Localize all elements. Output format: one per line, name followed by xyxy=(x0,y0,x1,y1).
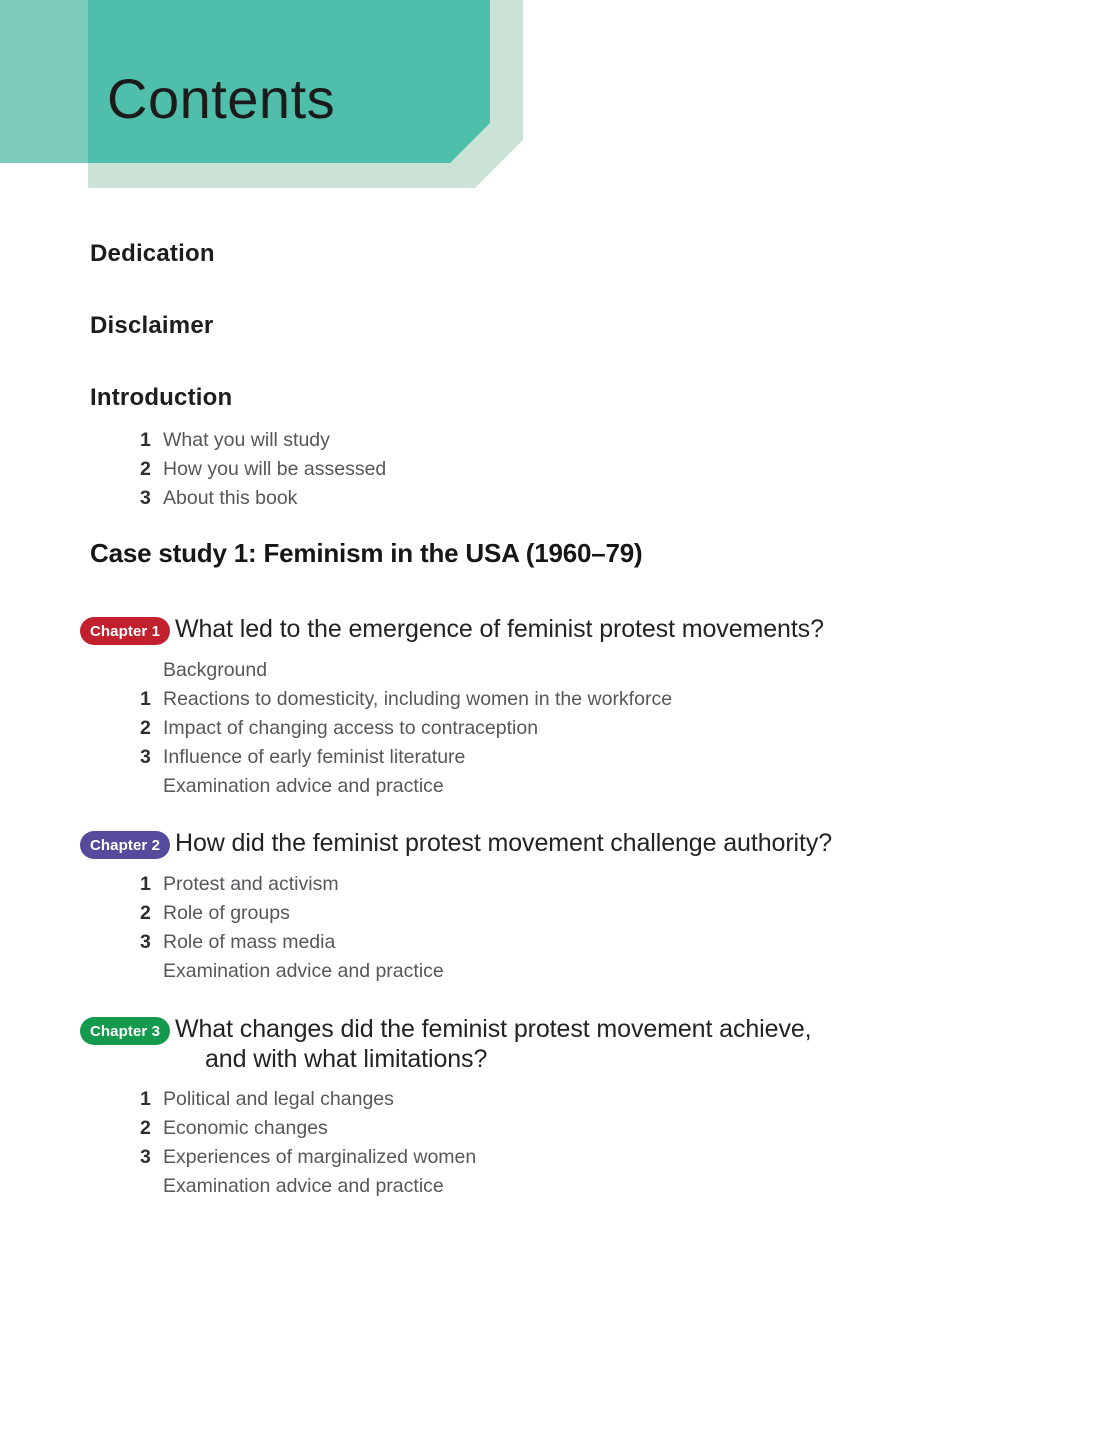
item-text: Experiences of marginalized women xyxy=(163,1146,477,1168)
chapter-3-title: What changes did the feminist protest movement achieve, and with what limitations? xyxy=(175,1015,812,1073)
list-item xyxy=(140,1172,1060,1201)
item-text: What you will study xyxy=(163,429,330,451)
item-text: Examination advice and practice xyxy=(163,1175,444,1197)
item-text: About this book xyxy=(163,487,298,509)
list-item xyxy=(140,426,386,455)
item-text: Impact of changing access to contraception xyxy=(163,717,539,739)
list-item xyxy=(140,455,386,484)
item-number: 1 xyxy=(140,429,151,451)
chapter-1-title: What led to the emergence of feminist protest movements? xyxy=(175,615,824,643)
chapter-3-badge: Chapter 3 xyxy=(80,1017,170,1045)
chapter-1-section xyxy=(80,614,1060,801)
item-number xyxy=(140,1172,163,1201)
chapter-2-header xyxy=(80,828,1060,859)
chapter-1-list xyxy=(80,656,1060,801)
list-item xyxy=(140,1143,1060,1172)
list-item xyxy=(140,772,1060,801)
case-study-heading: Case study 1: Feminism in the USA (1960–79) xyxy=(90,538,643,568)
chapter-2-badge: Chapter 2 xyxy=(80,831,170,859)
item-text: How you will be assessed xyxy=(163,458,387,480)
item-number: 3 xyxy=(140,1146,151,1168)
item-text: Reactions to domesticity, including women in the workforce xyxy=(163,688,673,710)
list-item xyxy=(140,870,1060,899)
item-text: Influence of early feminist literature xyxy=(163,746,466,768)
list-item xyxy=(140,656,1060,685)
item-number xyxy=(140,772,163,801)
item-number: 1 xyxy=(140,1088,151,1110)
item-number xyxy=(140,957,163,986)
page-title: Contents xyxy=(107,67,336,130)
item-text: Political and legal changes xyxy=(163,1088,394,1110)
item-text: Role of mass media xyxy=(163,931,336,953)
banner-side-strip xyxy=(0,0,88,163)
item-number: 3 xyxy=(140,931,151,953)
item-text: Background xyxy=(163,659,268,681)
list-item xyxy=(140,957,1060,986)
item-text: Protest and activism xyxy=(163,873,339,895)
item-text: Economic changes xyxy=(163,1117,328,1139)
item-number xyxy=(140,656,163,685)
chapter-2-section xyxy=(80,828,1060,986)
item-text: Role of groups xyxy=(163,902,290,924)
disclaimer-heading: Disclaimer xyxy=(90,312,214,339)
item-number: 2 xyxy=(140,458,151,480)
chapter-3-list xyxy=(80,1085,1060,1201)
list-item xyxy=(140,1114,1060,1143)
item-number: 2 xyxy=(140,1117,151,1139)
chapter-1-header xyxy=(80,614,1060,645)
introduction-list xyxy=(0,426,386,513)
chapter-3-section xyxy=(80,1014,1060,1201)
chapter-2-list xyxy=(80,870,1060,986)
item-number: 3 xyxy=(140,487,151,509)
item-number: 3 xyxy=(140,746,151,768)
dedication-heading: Dedication xyxy=(90,240,215,267)
item-number: 1 xyxy=(140,688,151,710)
item-number: 2 xyxy=(140,902,151,924)
list-item xyxy=(140,743,1060,772)
list-item xyxy=(140,714,1060,743)
item-number: 1 xyxy=(140,873,151,895)
list-item xyxy=(140,484,386,513)
list-item xyxy=(140,685,1060,714)
list-item xyxy=(140,1085,1060,1114)
item-number: 2 xyxy=(140,717,151,739)
item-text: Examination advice and practice xyxy=(163,775,444,797)
list-item xyxy=(140,928,1060,957)
introduction-heading: Introduction xyxy=(90,384,233,411)
chapter-3-header xyxy=(80,1014,1060,1074)
chapter-2-title: How did the feminist protest movement challenge authority? xyxy=(175,829,833,857)
chapter-1-badge: Chapter 1 xyxy=(80,617,170,645)
list-item xyxy=(140,899,1060,928)
item-text: Examination advice and practice xyxy=(163,960,444,982)
